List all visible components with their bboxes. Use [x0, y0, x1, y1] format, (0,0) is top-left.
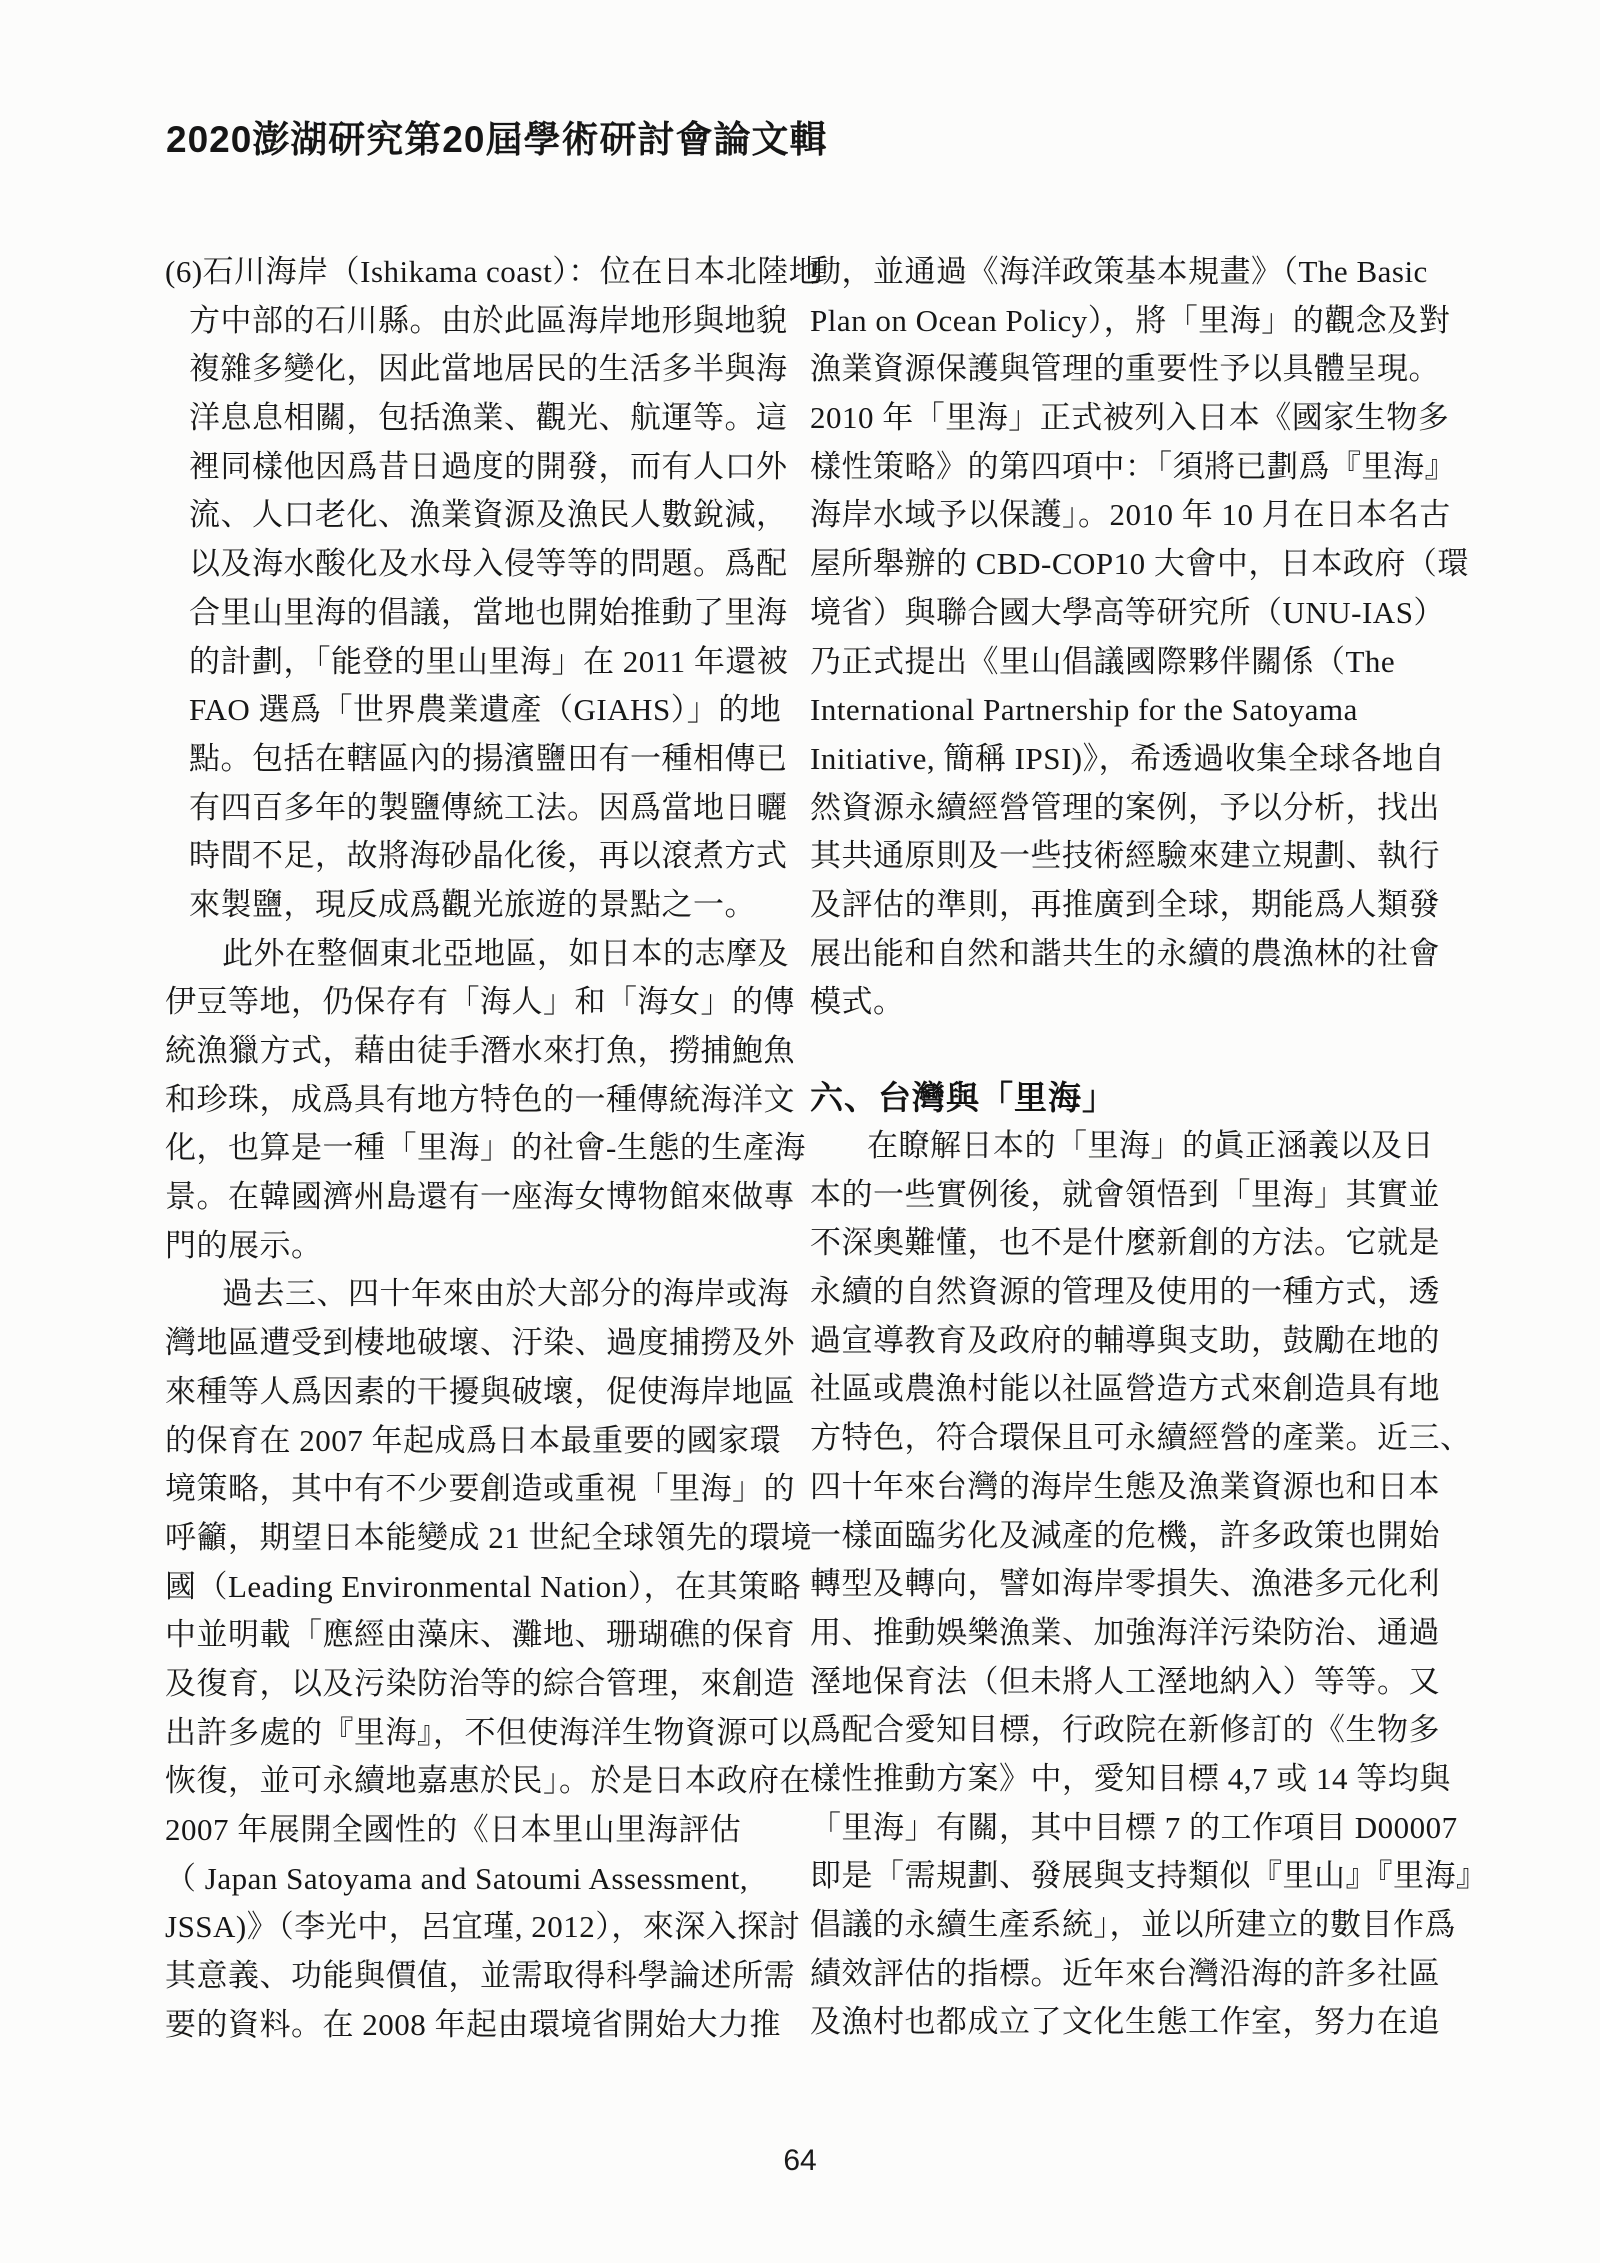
text-line: 乃正式提出《里山倡議國際夥伴關係（The	[810, 643, 1396, 679]
text-line: 及漁村也都成立了文化生態工作室，努力在追	[810, 2004, 1440, 2040]
text-line: 永續的自然資源的管理及使用的一種方式，透	[810, 1274, 1440, 1310]
text-line: 本的一些實例後，就會領悟到「里海」其實並	[810, 1176, 1440, 1212]
text-line: 門的展示。	[165, 1227, 323, 1263]
text-line: 流、人口老化、漁業資源及漁民人數銳減，	[189, 497, 788, 533]
text-line: 倡議的永續生產系統」，並以所建立的數目作爲	[810, 1907, 1456, 1942]
text-line: Plan on Ocean Policy），將「里海」的觀念及對	[810, 302, 1451, 338]
text-line: 來種等人爲因素的干擾與破壞，促使海岸地區	[165, 1373, 795, 1409]
text-line: 漁業資源保護與管理的重要性予以具體呈現。	[810, 351, 1440, 387]
text-line: 2007 年展開全國性的《日本里山里海評估	[165, 1812, 742, 1847]
text-line: 社區或農漁村能以社區營造方式來創造具有地	[810, 1371, 1440, 1407]
text-line: 屋所舉辦的 CBD-COP10 大會中，日本政府（環	[810, 546, 1469, 582]
text-line: 境省）與聯合國大學高等研究所（UNU-IAS）	[810, 594, 1445, 630]
text-line: FAO 選爲「世界農業遺產（GIAHS）」的地	[189, 692, 782, 728]
page-number: 64	[783, 2144, 817, 2177]
text-line: 洋息息相關，包括漁業、觀光、航運等。這	[189, 400, 788, 436]
text-line: 其意義、功能與價值，並需取得科學論述所需	[165, 1958, 795, 1994]
text-line: 方中部的石川縣。由於此區海岸地形與地貌	[189, 302, 788, 338]
text-line: 「里海」有關，其中目標 7 的工作項目 D00007	[810, 1809, 1458, 1845]
text-line: 時間不足，故將海砂晶化後，再以滾煮方式	[189, 838, 788, 874]
text-line: 中並明載「應經由藻床、灘地、珊瑚礁的保育	[165, 1617, 795, 1653]
text-line: 不深奧難懂，也不是什麼新創的方法。它就是	[810, 1225, 1440, 1261]
right-column	[810, 248, 1488, 2047]
text-line: 一樣面臨劣化及減產的危機，許多政策也開始	[810, 1517, 1440, 1553]
text-line: Initiative, 簡稱 IPSI)》，希透過收集全球各地自	[810, 740, 1446, 776]
text-line: 呼籲，期望日本能變成 21 世紀全球領先的環境	[165, 1519, 812, 1555]
text-line: 複雜多變化，因此當地居民的生活多半與海	[189, 351, 788, 387]
text-line: 及復育，以及污染防治等的綜合管理，來創造	[165, 1665, 795, 1701]
text-line: 出許多處的『里海』，不但使海洋生物資源可以	[165, 1714, 811, 1750]
text-line: 裡同樣他因爲昔日過度的開發，而有人口外	[189, 448, 788, 484]
text-line: 樣性策略》的第四項中：「須將已劃爲『里海』	[810, 448, 1456, 484]
text-line: 在瞭解日本的「里海」的眞正涵義以及日	[867, 1128, 1434, 1163]
text-line: 績效評估的指標。近年來台灣沿海的許多社區	[810, 1955, 1440, 1991]
text-line: 和珍珠，成爲具有地方特色的一種傳統海洋文	[165, 1081, 795, 1117]
text-line: 來製鹽，現反成爲觀光旅遊的景點之一。	[189, 886, 756, 922]
text-line: 模式。	[810, 984, 905, 1020]
page-header-title: 2020澎湖研究第20屆學術研討會論文輯	[166, 119, 828, 160]
text-line: 恢復，並可永續地嘉惠於民」。於是日本政府在	[165, 1763, 811, 1799]
text-line: 過宣導教育及政府的輔導與支助，鼓勵在地的	[810, 1322, 1440, 1358]
text-line: (6)石川海岸（Ishikama coast）：位在日本北陸地	[165, 254, 821, 289]
text-line: 有四百多年的製鹽傳統工法。因爲當地日曬	[189, 789, 788, 825]
text-line: 海岸水域予以保護」。2010 年 10 月在日本名古	[810, 497, 1451, 533]
text-line: 其共通原則及一些技術經驗來建立規劃、執行	[810, 838, 1440, 874]
text-line: 統漁獵方式，藉由徒手潛水來打魚，撈捕鮑魚	[165, 1033, 795, 1068]
text-line: 溼地保育法（但未將人工溼地納入）等等。又	[810, 1663, 1440, 1699]
text-line: 動，並通過《海洋政策基本規畫》（The Basic	[810, 254, 1428, 289]
text-line: 此外在整個東北亞地區，如日本的志摩及	[222, 935, 789, 971]
text-line: 過去三、四十年來由於大部分的海岸或海	[222, 1276, 789, 1312]
text-line: （ Japan Satoyama and Satoumi Assessment,	[165, 1860, 749, 1896]
text-line: 方特色，符合環保且可永續經營的產業。近三、	[810, 1420, 1472, 1456]
text-line: 以及海水酸化及水母入侵等等的問題。爲配	[189, 546, 788, 582]
text-line: International Partnership for the Satoyama	[810, 692, 1358, 728]
text-line: 的計劃，「能登的里山里海」在 2011 年還被	[189, 643, 789, 679]
text-line: 樣性推動方案》中，愛知目標 4,7 或 14 等均與	[810, 1760, 1451, 1796]
text-line: 化，也算是一種「里海」的社會-生態的生產海	[165, 1130, 806, 1166]
text-line: 然資源永續經營管理的案例，予以分析，找出	[810, 789, 1440, 825]
text-line: 點。包括在轄區內的揚濱鹽田有一種相傳已	[189, 740, 788, 776]
text-line: 及評估的準則，再推廣到全球，期能爲人類發	[810, 886, 1440, 922]
text-line: 用、推動娛樂漁業、加強海洋污染防治、通過	[810, 1614, 1440, 1650]
left-column	[165, 248, 821, 2049]
text-line: 2010 年「里海」正式被列入日本《國家生物多	[810, 400, 1450, 436]
text-line: 爲配合愛知目標，行政院在新修訂的《生物多	[810, 1712, 1440, 1748]
text-line: 伊豆等地，仍保存有「海人」和「海女」的傳	[165, 984, 795, 1020]
text-line: 合里山里海的倡議，當地也開始推動了里海	[189, 594, 788, 630]
text-line: JSSA)》（李光中，呂宜瑾, 2012），來深入探討	[165, 1909, 801, 1945]
text-line: 四十年來台灣的海岸生態及漁業資源也和日本	[810, 1468, 1440, 1504]
text-line: 的保育在 2007 年起成爲日本最重要的國家環	[165, 1422, 781, 1458]
text-line: 景。在韓國濟州島還有一座海女博物館來做專	[165, 1179, 795, 1215]
text-line: 灣地區遭受到棲地破壞、汙染、過度捕撈及外	[165, 1325, 795, 1361]
text-line: 展出能和自然和諧共生的永續的農漁林的社會	[810, 935, 1440, 971]
text-line: 即是「需規劃、發展與支持類似『里山』『里海』	[810, 1858, 1488, 1894]
text-line: 要的資料。在 2008 年起由環境省開始大力推	[165, 2006, 781, 2042]
text-line: 國（Leading Environmental Nation），在其策略	[165, 1568, 802, 1604]
section-heading: 六、台灣與「里海」	[810, 1079, 1116, 1116]
text-line: 轉型及轉向，譬如海岸零損失、漁港多元化利	[810, 1566, 1440, 1602]
text-line: 境策略，其中有不少要創造或重視「里海」的	[165, 1471, 795, 1507]
